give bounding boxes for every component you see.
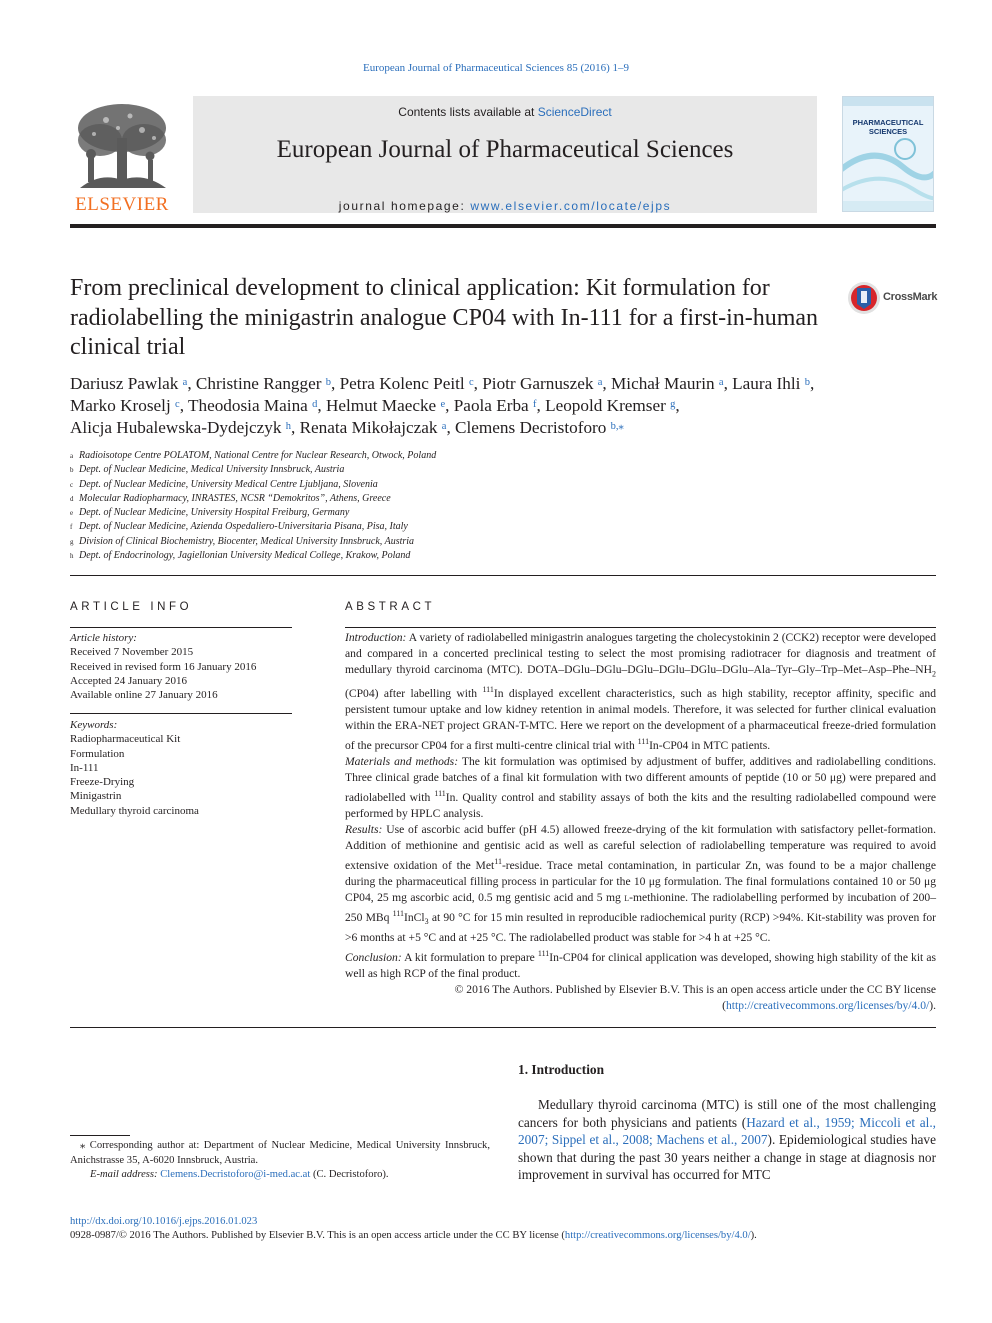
corresponding-author-footnote: ⁎ Corresponding author at: Department of Nuclear Medicine, Medical University Innsbruck, Anichstrasse 35, A-6020 Innsbruck, Austria. E-mail address: Clemens.Decristoforo@i-med.ac.at (C. Decristoforo). xyxy=(70,1140,490,1181)
author-affil-link[interactable]: c xyxy=(468,377,474,388)
author: Marko Kroselj $^c$, xyxy=(70,396,188,415)
keyword-item: Radiopharmaceutical Kit xyxy=(70,733,181,746)
author-affil-link[interactable]: f xyxy=(532,399,537,410)
affiliation-item: $^a$ Radioisotope Centre POLATOM, National Centre for Nuclear Research, Otwock, Poland xyxy=(70,450,437,461)
author: Michał Maurin $^a$, xyxy=(611,374,733,393)
author-affil-link[interactable]: a xyxy=(441,421,447,432)
author: Paola Erba $^f$, xyxy=(453,396,546,415)
article-info-heading: ARTICLE INFO xyxy=(70,601,193,613)
journal-banner xyxy=(193,96,817,213)
elsevier-wordmark: ELSEVIER xyxy=(75,194,169,215)
introduction-heading: 1. Introduction xyxy=(518,1062,605,1077)
author-list xyxy=(70,373,936,439)
history-item: Accepted 24 January 2016 xyxy=(70,674,187,687)
abstract-methods: Materials and methods: The kit formulation was optimised by adjustment of buffer, additives and radiolabelling conditions. Three clinical grade batches of a final kit formulation with two different amounts of peptide (10 or 50 μg) were prepared and radiolabelled with $^{111}$In. Quality control and stability assays of both the kits and the resulting radiolabelled compound were performed by HPLC analysis. xyxy=(345,755,936,820)
affiliation-item: $^h$ Dept. of Endocrinology, Jagiellonian University Medical College, Krakow, Poland xyxy=(70,550,411,562)
author-affil-link[interactable]: b xyxy=(804,377,810,388)
author: Helmut Maecke $^e$, xyxy=(325,396,454,415)
email-link[interactable]: Clemens.Decristoforo@i-med.ac.at xyxy=(160,1169,311,1181)
abstract-bottom-rule xyxy=(70,1027,936,1028)
affiliation-item: $^b$ Dept. of Nuclear Medicine, Medical University Innsbruck, Austria xyxy=(70,464,345,476)
keyword-item: Formulation xyxy=(70,747,125,760)
header-rule xyxy=(70,224,936,228)
author-affil-link[interactable]: a xyxy=(718,377,724,388)
footnote-rule xyxy=(70,1135,130,1136)
issn-license-line: 0928-0987/© 2016 The Authors. Published by Elsevier B.V. This is an open access article under the CC BY license (http://creativecommons.org/licenses/by/4.0/). xyxy=(70,1230,757,1241)
section-rule xyxy=(70,575,936,576)
affiliation-item: $^c$ Dept. of Nuclear Medicine, University Medical Centre Ljubljana, Slovenia xyxy=(70,478,378,490)
introduction-paragraph: Medullary thyroid carcinoma (MTC) is still one of the most challenging cancers for both physicians and patients (Hazard et al., 1959; Miccoli et al., 2007; Sippel et al., 2008; Machens et al., 2007). Epidemiological studies have shown that during the past 30 years neither a change in stage at diagnosis nor improvement in survival has occurred for MTC xyxy=(518,1097,936,1182)
author-affil-link[interactable]: b xyxy=(325,377,332,388)
article-history xyxy=(70,631,292,702)
abstract-heading: ABSTRACT xyxy=(345,601,436,613)
author: Clemens Decristoforo $^{b,⁎}$ xyxy=(455,418,624,437)
author: Leopold Kremser $^g$, xyxy=(545,396,680,415)
sciencedirect-link[interactable]: ScienceDirect xyxy=(537,105,612,119)
author-affil-link[interactable]: e xyxy=(440,399,446,410)
affiliation-item: $^d$ Molecular Radiopharmacy, INRASTES, NCSR “Demokritos”, Athens, Greece xyxy=(70,492,391,504)
abstract-body xyxy=(345,630,936,1014)
author: Theodosia Maina $^d$, xyxy=(187,396,326,415)
elsevier-tree-icon xyxy=(70,100,174,194)
abstract-introduction: Introduction: A variety of radiolabelled minigastrin analogues targeting the cholecystokinin 2 (CCK2) receptor were developed and compared in a concerted preclinical testing to select the most promising radiotracer for diagnosis and treatment of medullary thyroid carcinoma (MTC). DOTA–$DGlu-DGlu-DGlu-DGlu-DGlu-DGlu-Ala-Tyr-Gly-Trp-Met-Asp-Phe-NH_2$ (CP04) after labelling with $^{111}$In displayed excellent characteristics, such as high stability, receptor affinity, specific and persistent tumour uptake and low kidney retention in animal models. Therefore, it was selected for further clinical evaluation within the ERA-NET project GRAN-T-MTC. Here we report on the development of a pharmaceutical freeze-dried formulation of the precursor CP04 for a first multi-centre clinical trial with $^{111}$In-CP04 in MTC patients. xyxy=(345,631,936,753)
keywords-label: Keywords: xyxy=(70,719,118,731)
author-affil-link[interactable]: a xyxy=(182,377,188,388)
author-affil-link[interactable]: d xyxy=(312,399,318,410)
homepage-prefix: journal homepage: xyxy=(338,199,471,213)
abstract-results: Results: Use of ascorbic acid buffer (pH 4.5) allowed freeze-drying of the kit formulation with satisfactory pellet-formation. Addition of methionine and gentisic acid as well as careful selection of radiolabelling temperature was required to avoid extensive oxidation of the Met$^{11}$-residue. Trace metal contamination, in particular Zn, was found to be a major challenge during the pharmaceutical filling process in particular for the 10 μg formulation. The final formulations contained 10 or 50 μg CP04, 25 mg ascorbic acid, 0.5 mg gentisic acid and 5 mg l-methionine. The radiolabelling performed by incubation of 200–250 MBq $^{111}$InCl$_3$ at 90 °C for 15 min resulted in reproducible radiochemical purity (RCP) >94%. Kit-stability was proven for >6 months at +5 °C and at +25 °C. The radiolabelled product was stable for >4 h at +25 °C. xyxy=(345,822,937,944)
issn-license-link[interactable]: http://creativecommons.org/licenses/by/4.0/ xyxy=(564,1230,751,1241)
reference-links[interactable]: Hazard et al., 1959; Miccoli et al., 2007; Sippel et al., 2008; Machens et al., 2007 xyxy=(518,1114,936,1147)
footnote-star: ⁎ xyxy=(80,1140,86,1151)
crossmark-icon xyxy=(847,281,881,315)
keyword-item: In-111 xyxy=(70,761,99,774)
author-affil-link[interactable]: a xyxy=(597,377,603,388)
license-link[interactable]: http://creativecommons.org/licenses/by/4.0/ xyxy=(725,998,930,1012)
journal-citation[interactable]: European Journal of Pharmaceutical Sciences 85 (2016) 1–9 xyxy=(362,62,630,74)
author: Laura Ihli $^b$, xyxy=(732,374,815,393)
keywords-rule xyxy=(70,713,292,714)
history-label: Article history: xyxy=(70,632,137,644)
author-affil-link[interactable]: c xyxy=(175,399,180,410)
author: Christine Rangger $^b$, xyxy=(195,374,340,393)
history-item: Received in revised form 16 January 2016 xyxy=(70,660,257,673)
cover-art-icon xyxy=(843,97,934,212)
homepage-link[interactable]: www.elsevier.com/locate/ejps xyxy=(470,199,672,213)
crossmark-badge[interactable] xyxy=(847,281,937,315)
author-affil-link[interactable]: g xyxy=(670,399,676,410)
author-affil-link[interactable]: h xyxy=(285,421,291,432)
journal-title: European Journal of Pharmaceutical Sciences xyxy=(276,136,734,163)
author: Piotr Garnuszek $^a$, xyxy=(482,374,612,393)
journal-cover-thumbnail[interactable] xyxy=(842,96,934,212)
contents-prefix: Contents lists available at xyxy=(398,105,538,119)
affiliation-item: $^e$ Dept. of Nuclear Medicine, University Hospital Freiburg, Germany xyxy=(70,507,350,519)
abstract-conclusion: Conclusion: A kit formulation to prepare $^{111}$In-CP04 for clinical application was developed, showing high stability of the kit as well as high RCP of the final product. xyxy=(345,948,936,980)
contents-available-line xyxy=(193,105,817,119)
introduction-body xyxy=(518,1096,936,1184)
history-item: Available online 27 January 2016 xyxy=(70,689,218,702)
author: Petra Kolenc Peitl $^c$, xyxy=(339,374,483,393)
affiliation-item: $^g$ Division of Clinical Biochemistry, Biocenter, Medical University Innsbruck, Austria xyxy=(70,535,415,547)
elsevier-logo[interactable] xyxy=(70,100,174,216)
abstract-rule xyxy=(345,627,936,628)
keywords xyxy=(70,718,292,818)
author: Dariusz Pawlak $^a$, xyxy=(70,374,196,393)
affiliation-item: $^f$ Dept. of Nuclear Medicine, Azienda Ospedaliero-Universitaria Pisana, Pisa, Italy xyxy=(70,521,408,533)
keyword-item: Minigastrin xyxy=(70,790,122,803)
affiliation-list xyxy=(70,449,670,563)
author: Alicja Hubalewska-Dydejczyk $^h$, xyxy=(70,418,300,437)
keyword-item: Medullary thyroid carcinoma xyxy=(70,804,199,817)
abstract-license: © 2016 The Authors. Published by Elsevier B.V. This is an open access article under the CC BY license (http://creativecommons.org/licenses/by/4.0/). xyxy=(454,982,936,1012)
cover-title: PHARMACEUTICAL SCIENCES xyxy=(852,118,924,136)
author-affil-link[interactable]: b,⁎ xyxy=(610,421,624,432)
keyword-item: Freeze-Drying xyxy=(70,776,135,789)
crossmark-label: CrossMark xyxy=(883,291,938,303)
history-item: Received 7 November 2015 xyxy=(70,646,194,659)
article-info-rule xyxy=(70,627,292,628)
article-title: From preclinical development to clinical application: Kit formulation for radiolabelling the minigastrin analogue CP04 with In-111 for a first-in-human clinical trial xyxy=(70,275,819,360)
journal-homepage-line xyxy=(193,199,817,213)
doi-link[interactable]: http://dx.doi.org/10.1016/j.ejps.2016.01.023 xyxy=(70,1216,258,1227)
author: Renata Mikołajczak $^a$, xyxy=(299,418,456,437)
